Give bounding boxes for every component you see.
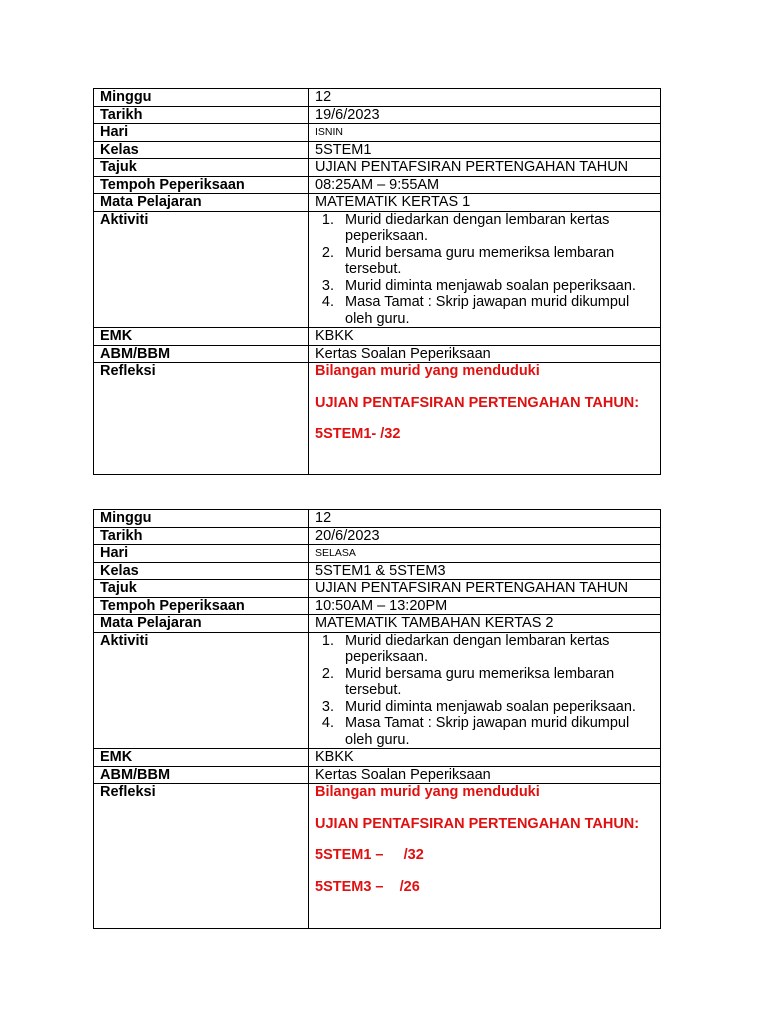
value-tajuk: UJIAN PENTAFSIRAN PERTENGAHAN TAHUN	[309, 580, 661, 598]
value-tempoh: 08:25AM – 9:55AM	[309, 176, 661, 194]
value-refleksi	[309, 784, 661, 929]
value-emk: KBKK	[309, 328, 661, 346]
reflection-line: Bilangan murid yang menduduki	[315, 784, 540, 800]
row-minggu	[94, 510, 661, 528]
label-mata-pelajaran: Mata Pelajaran	[94, 194, 309, 212]
label-tajuk: Tajuk	[94, 159, 309, 177]
reflection-count: 5STEM1- /32	[315, 426, 401, 442]
reflection-count: 5STEM3 – /26	[315, 878, 420, 895]
label-tarikh: Tarikh	[94, 527, 309, 545]
row-tempoh	[94, 597, 661, 615]
value-aktiviti	[309, 211, 661, 328]
label-hari: Hari	[94, 124, 309, 142]
activity-item: 2. Murid bersama guru memeriksa lembaran tersebut.	[338, 666, 654, 699]
label-mata-pelajaran: Mata Pelajaran	[94, 615, 309, 633]
row-abm	[94, 766, 661, 784]
row-refleksi	[94, 363, 661, 475]
value-kelas: 5STEM1 & 5STEM3	[309, 562, 661, 580]
row-minggu	[94, 89, 661, 107]
label-emk: EMK	[94, 749, 309, 767]
row-refleksi	[94, 784, 661, 929]
label-emk: EMK	[94, 328, 309, 346]
activity-item: 1. Murid diedarkan dengan lembaran kertas peperiksaan.	[338, 633, 654, 666]
label-hari: Hari	[94, 545, 309, 563]
reflection-line: Bilangan murid yang menduduki	[315, 363, 540, 379]
value-aktiviti	[309, 632, 661, 749]
label-tarikh: Tarikh	[94, 106, 309, 124]
value-tarikh: 20/6/2023	[309, 527, 661, 545]
value-emk: KBKK	[309, 749, 661, 767]
activity-item: 2. Murid bersama guru memeriksa lembaran tersebut.	[338, 245, 654, 278]
value-abm: Kertas Soalan Peperiksaan	[309, 345, 661, 363]
value-minggu: 12	[309, 510, 661, 528]
row-tempoh	[94, 176, 661, 194]
value-mata-pelajaran: MATEMATIK KERTAS 1	[309, 194, 661, 212]
reflection-count: 5STEM1 – /32	[315, 847, 424, 863]
label-aktiviti: Aktiviti	[94, 632, 309, 749]
row-kelas	[94, 562, 661, 580]
value-hari: ISNIN	[309, 124, 661, 142]
activity-item: 1. Murid diedarkan dengan lembaran kertas peperiksaan.	[338, 212, 654, 245]
activity-item: 3. Murid diminta menjawab soalan peperiksaan.	[338, 699, 654, 716]
value-refleksi	[309, 363, 661, 475]
value-tajuk: UJIAN PENTAFSIRAN PERTENGAHAN TAHUN	[309, 159, 661, 177]
value-minggu: 12	[309, 89, 661, 107]
reflection-line: UJIAN PENTAFSIRAN PERTENGAHAN TAHUN:	[315, 815, 640, 832]
label-kelas: Kelas	[94, 141, 309, 159]
row-mata-pelajaran	[94, 194, 661, 212]
label-refleksi: Refleksi	[94, 784, 309, 929]
label-tempoh: Tempoh Peperiksaan	[94, 597, 309, 615]
row-tarikh	[94, 527, 661, 545]
row-hari	[94, 124, 661, 142]
row-aktiviti	[94, 632, 661, 749]
value-abm: Kertas Soalan Peperiksaan	[309, 766, 661, 784]
label-abm: ABM/BBM	[94, 766, 309, 784]
value-hari: SELASA	[309, 545, 661, 563]
row-emk	[94, 749, 661, 767]
row-mata-pelajaran	[94, 615, 661, 633]
activity-list	[315, 212, 654, 328]
lesson-plan-table-2	[93, 509, 661, 929]
label-minggu: Minggu	[94, 510, 309, 528]
row-kelas	[94, 141, 661, 159]
value-kelas: 5STEM1	[309, 141, 661, 159]
row-tajuk	[94, 580, 661, 598]
label-tajuk: Tajuk	[94, 580, 309, 598]
row-hari	[94, 545, 661, 563]
activity-item: 4. Masa Tamat : Skrip jawapan murid dikumpul oleh guru.	[338, 715, 654, 748]
label-refleksi: Refleksi	[94, 363, 309, 475]
value-tempoh: 10:50AM – 13:20PM	[309, 597, 661, 615]
activity-item: 3. Murid diminta menjawab soalan peperiksaan.	[338, 278, 654, 295]
row-tarikh	[94, 106, 661, 124]
row-aktiviti	[94, 211, 661, 328]
label-aktiviti: Aktiviti	[94, 211, 309, 328]
value-tarikh: 19/6/2023	[309, 106, 661, 124]
row-abm	[94, 345, 661, 363]
value-mata-pelajaran: MATEMATIK TAMBAHAN KERTAS 2	[309, 615, 661, 633]
label-minggu: Minggu	[94, 89, 309, 107]
activity-list	[315, 633, 654, 749]
label-abm: ABM/BBM	[94, 345, 309, 363]
row-tajuk	[94, 159, 661, 177]
label-kelas: Kelas	[94, 562, 309, 580]
label-tempoh: Tempoh Peperiksaan	[94, 176, 309, 194]
reflection-line: UJIAN PENTAFSIRAN PERTENGAHAN TAHUN:	[315, 394, 640, 411]
row-emk	[94, 328, 661, 346]
activity-item: 4. Masa Tamat : Skrip jawapan murid dikumpul oleh guru.	[338, 294, 654, 327]
lesson-plan-table-1	[93, 88, 661, 475]
